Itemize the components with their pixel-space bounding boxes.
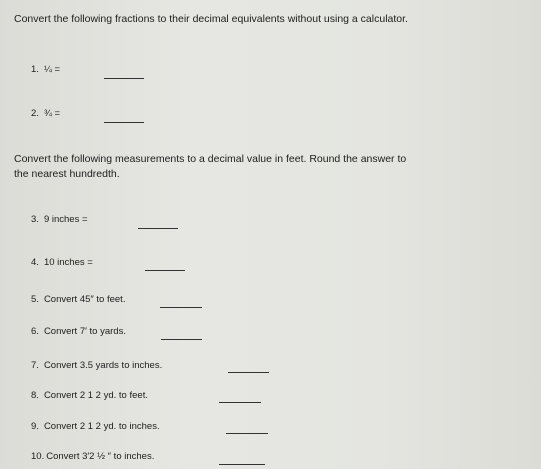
question-4-text: 10 inches =: [43, 257, 93, 268]
instructions-measurements-line-1: Convert the following measurements to a decimal value in feet. Round the answer to: [14, 153, 407, 165]
question-6-number: 6.: [31, 326, 39, 337]
question-7-text: Convert 3.5 yards to inches.: [43, 360, 163, 371]
question-8-number: 8.: [31, 390, 39, 401]
question-2-answer-blank[interactable]: [104, 122, 144, 123]
question-6-text: Convert 7′ to yards.: [43, 326, 126, 337]
question-2: [31, 108, 60, 120]
question-8: [31, 390, 148, 402]
question-10-answer-blank[interactable]: [219, 464, 265, 465]
question-8-answer-blank[interactable]: [219, 402, 261, 403]
question-4: [31, 257, 93, 269]
question-5: [31, 294, 125, 306]
question-1-text: ¼ =: [43, 64, 61, 75]
question-6-answer-blank[interactable]: [161, 339, 202, 340]
question-2-number: 2.: [31, 108, 39, 119]
question-5-answer-blank[interactable]: [160, 307, 202, 308]
question-3-answer-blank[interactable]: [138, 228, 178, 229]
question-9-number: 9.: [31, 421, 39, 432]
question-1-number: 1.: [31, 64, 39, 75]
question-7-answer-blank[interactable]: [228, 372, 269, 373]
question-10-number: 10.: [31, 451, 45, 462]
question-8-text: Convert 2 1 2 yd. to feet.: [43, 390, 148, 401]
question-2-text: ¾ =: [43, 108, 61, 119]
question-9-answer-blank[interactable]: [226, 433, 268, 434]
question-9: [31, 421, 160, 433]
question-5-number: 5.: [31, 294, 39, 305]
question-9-text: Convert 2 1 2 yd. to inches.: [43, 421, 160, 432]
question-7-number: 7.: [31, 360, 39, 371]
question-4-answer-blank[interactable]: [145, 270, 185, 271]
question-6: [31, 326, 126, 338]
instructions-measurements-line-2: the nearest hundredth.: [14, 168, 120, 180]
question-3-text: 9 inches =: [43, 214, 88, 225]
question-10-text: Convert 3′2 ½ ″ to inches.: [46, 451, 155, 462]
question-3-number: 3.: [31, 214, 39, 225]
question-7: [31, 360, 162, 372]
question-10: [31, 451, 154, 463]
instructions-fractions: Convert the following fractions to their decimal equivalents without using a calculator.: [14, 13, 408, 25]
question-1: [31, 64, 60, 76]
question-4-number: 4.: [31, 257, 39, 268]
question-3: [31, 214, 88, 226]
question-1-answer-blank[interactable]: [104, 78, 144, 79]
question-5-text: Convert 45″ to feet.: [43, 294, 126, 305]
